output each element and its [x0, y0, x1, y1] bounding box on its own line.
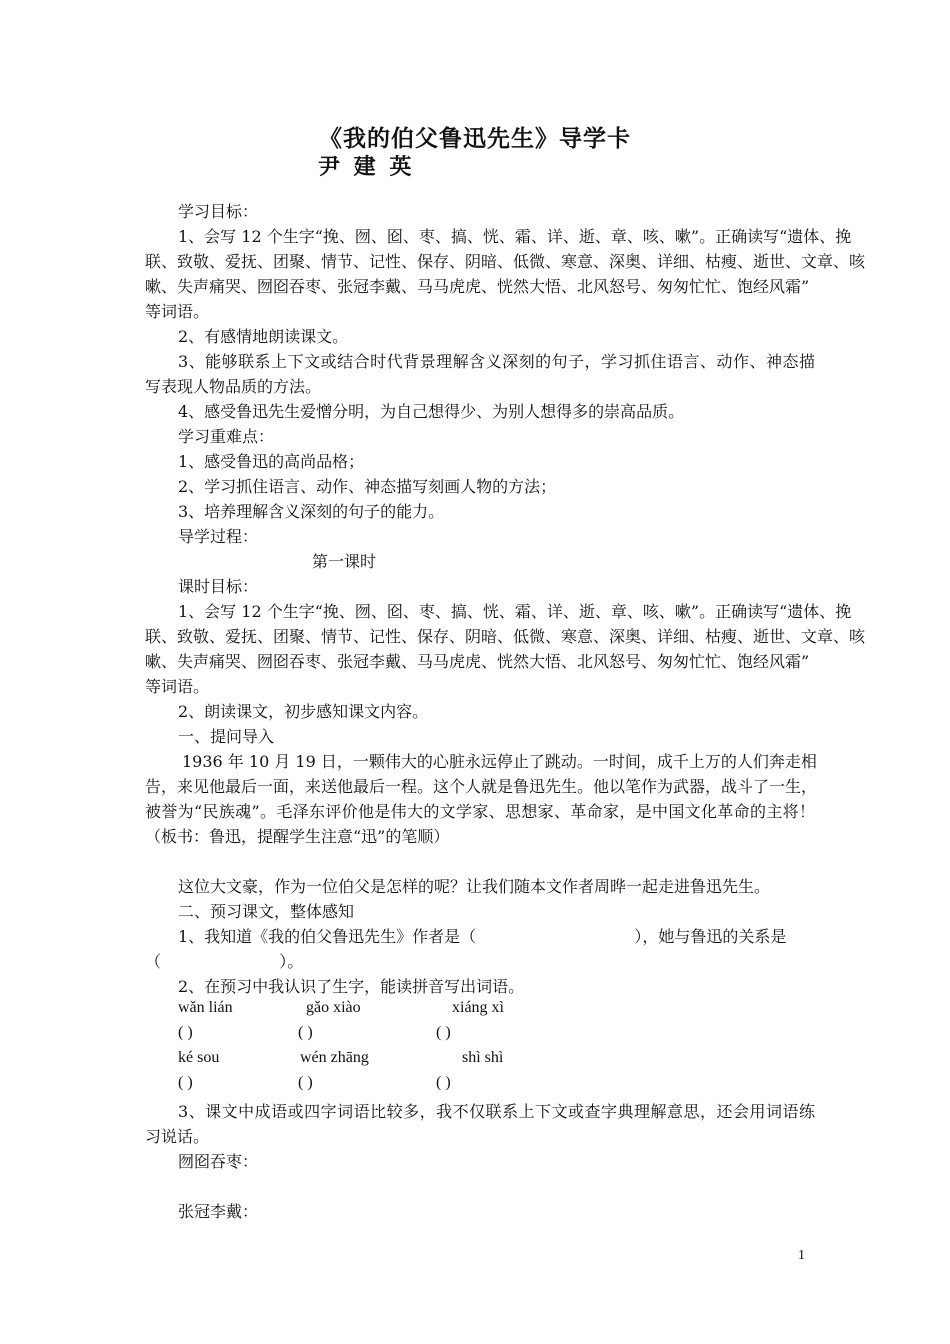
lesson-heading: 第一课时 [312, 552, 377, 571]
answer-blank[interactable]: ( ) [178, 1074, 193, 1091]
paragraph-line: 等词语。 [145, 302, 210, 321]
fill-in-question-author [178, 924, 815, 949]
question-text: ）。 [279, 952, 304, 971]
paragraph-line: 告，来见他最后一面，来送他最后一程。这个人就是鲁迅先生。他以笔作为武器，战斗了一生， [145, 777, 818, 796]
paragraph-line: 被誉为“民族魂”。毛泽东评价他是伟大的文学家、思想家、革命家，是中国文化革命的主将！ [145, 802, 815, 821]
section-heading-lesson-goals: 课时目标： [178, 577, 259, 596]
paragraph-line: 等词语。 [145, 677, 210, 696]
paragraph-line: 3、能够联系上下文或结合时代背景理解含义深刻的句子，学习抓住语言、动作、神态描 [178, 352, 815, 371]
paragraph-line: 2、在预习中我认识了生字，能读拼音写出词语。 [178, 977, 525, 996]
answer-blank[interactable]: ( ) [436, 1024, 451, 1041]
paragraph-line: 联、致敬、爱抚、团聚、情节、记性、保存、阴暗、低微、寒意、深奥、详细、枯瘦、逝世、文章、咳 [145, 252, 866, 271]
pinyin-word: gǎo xiào [306, 999, 361, 1016]
paragraph-line: 3、课文中成语或四字词语比较多，我不仅联系上下文或查字典理解意思，还会用词语练 [178, 1102, 815, 1121]
paragraph-line: 2、有感情地朗读课文。 [178, 327, 349, 346]
idiom-prompt: 张冠李戴： [178, 1202, 259, 1221]
paragraph-line: 1、感受鲁迅的高尚品格； [178, 452, 365, 471]
question-text: （ [145, 952, 162, 971]
idiom-prompt: 囫囵吞枣： [178, 1152, 259, 1171]
pinyin-word: ké sou [178, 1049, 220, 1066]
pinyin-word: wǎn lián [178, 999, 233, 1016]
answer-blank[interactable]: ( ) [436, 1074, 451, 1091]
document-title: 《我的伯父鲁迅先生》导学卡 [319, 125, 631, 152]
paragraph-line: 1、会写 12 个生字“挽、囫、囵、枣、搞、恍、霜、详、逝、章、咳、嗽”。正确读写“遗体、挽 [178, 602, 852, 621]
author-name: 尹 建 英 [318, 154, 412, 180]
paragraph-line: 3、培养理解含义深刻的句子的能力。 [178, 502, 445, 521]
paragraph-line: 4、感受鲁迅先生爱憎分明，为自己想得少、为别人想得多的崇高品质。 [178, 402, 685, 421]
answer-blank[interactable]: ( ) [298, 1024, 313, 1041]
pinyin-word: xiáng xì [452, 999, 504, 1016]
paragraph-line: 2、朗读课文，初步感知课文内容。 [178, 702, 429, 721]
paragraph-line: 嗽、失声痛哭、囫囵吞枣、张冠李戴、马马虎虎、恍然大悟、北风怒号、匆匆忙忙、饱经风霜” [145, 277, 810, 296]
fill-in-question-relation [145, 949, 815, 974]
section-heading-process: 导学过程： [178, 527, 259, 546]
pinyin-word: wén zhāng [300, 1049, 369, 1066]
answer-blank[interactable]: ( ) [178, 1024, 193, 1041]
section-heading-key-points: 学习重难点： [178, 427, 275, 446]
paragraph-line: 1936 年 10 月 19 日，一颗伟大的心脏永远停止了跳动。一时间，成千上万的人们奔走相 [182, 752, 817, 771]
paragraph-line: 1、会写 12 个生字“挽、囫、囵、枣、搞、恍、霜、详、逝、章、咳、嗽”。正确读写“遗体、挽 [178, 227, 852, 246]
section-heading-intro: 一、提问导入 [178, 727, 275, 746]
question-text: ），她与鲁迅的关系是 [634, 927, 787, 946]
answer-blank[interactable]: ( ) [298, 1074, 313, 1091]
section-heading-goals: 学习目标： [178, 202, 259, 221]
page-number: 1 [798, 1248, 805, 1263]
pinyin-word: shì shì [462, 1049, 504, 1066]
paragraph-line: 2、学习抓住语言、动作、神态描写刻画人物的方法； [178, 477, 557, 496]
paragraph-line: 习说话。 [145, 1127, 210, 1146]
section-heading-preview: 二、预习课文，整体感知 [178, 902, 355, 921]
paragraph-line: 写表现人物品质的方法。 [145, 377, 322, 396]
paragraph-line: 嗽、失声痛哭、囫囵吞枣、张冠李戴、马马虎虎、恍然大悟、北风怒号、匆匆忙忙、饱经风霜” [145, 652, 810, 671]
paragraph-line: 这位大文豪，作为一位伯父是怎样的呢？让我们随本文作者周晔一起走进鲁迅先生。 [178, 877, 771, 896]
question-text: 1、我知道《我的伯父鲁迅先生》作者是（ [178, 927, 477, 946]
paragraph-line: （板书：鲁迅，提醒学生注意“迅”的笔顺） [145, 827, 450, 846]
paragraph-line: 联、致敬、爱抚、团聚、情节、记性、保存、阴暗、低微、寒意、深奥、详细、枯瘦、逝世、文章、咳 [145, 627, 866, 646]
